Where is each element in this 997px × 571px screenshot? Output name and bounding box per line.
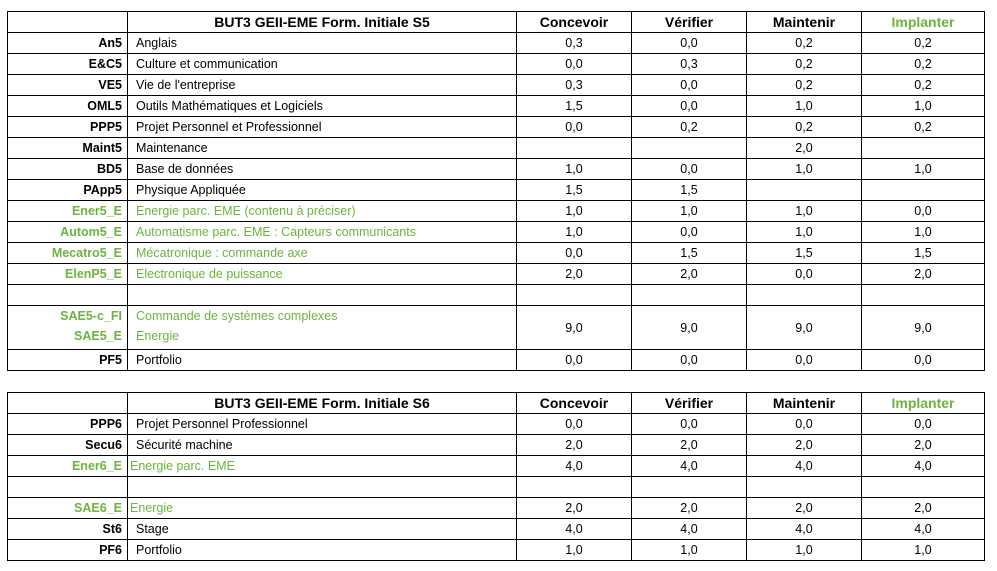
cell-concevoir: 1,0 bbox=[517, 201, 632, 222]
cell-maintenir: 0,0 bbox=[747, 414, 862, 435]
cell-implanter: 4,0 bbox=[862, 456, 985, 477]
row-code: Maint5 bbox=[8, 138, 128, 159]
row-label: Automatisme parc. EME : Capteurs communicants bbox=[128, 222, 517, 243]
cell-verifier: 1,0 bbox=[632, 201, 747, 222]
cell-maintenir: 0,2 bbox=[747, 33, 862, 54]
table-row bbox=[8, 498, 985, 519]
table-row bbox=[8, 117, 985, 138]
row-label: Physique Appliquée bbox=[128, 180, 517, 201]
table-row bbox=[8, 33, 985, 54]
row-label: Energie bbox=[128, 498, 517, 519]
cell-maintenir: 4,0 bbox=[747, 456, 862, 477]
table-row bbox=[8, 540, 985, 561]
row-code: Secu6 bbox=[8, 435, 128, 456]
cell-implanter bbox=[862, 138, 985, 159]
row-label: Vie de l'entreprise bbox=[128, 75, 517, 96]
row-code: PPP5 bbox=[8, 117, 128, 138]
row-code: ElenP5_E bbox=[8, 264, 128, 285]
row-code: PF5 bbox=[8, 350, 128, 371]
cell-maintenir: 1,0 bbox=[747, 222, 862, 243]
cell-concevoir: 1,0 bbox=[517, 159, 632, 180]
cell-concevoir: 0,0 bbox=[517, 350, 632, 371]
row-code: BD5 bbox=[8, 159, 128, 180]
table-row bbox=[8, 456, 985, 477]
s5-header-row bbox=[8, 12, 985, 33]
row-label: Maintenance bbox=[128, 138, 517, 159]
row-label: Sécurité machine bbox=[128, 435, 517, 456]
row-code: OML5 bbox=[8, 96, 128, 117]
cell-implanter: 9,0 bbox=[862, 306, 985, 350]
cell-implanter: 0,0 bbox=[862, 201, 985, 222]
cell-implanter: 4,0 bbox=[862, 519, 985, 540]
row-label: Electronique de puissance bbox=[128, 264, 517, 285]
cell-implanter: 1,5 bbox=[862, 243, 985, 264]
cell-verifier: 0,0 bbox=[632, 75, 747, 96]
cell-maintenir: 2,0 bbox=[747, 138, 862, 159]
cell-maintenir: 2,0 bbox=[747, 435, 862, 456]
s6-header-blank bbox=[8, 393, 128, 414]
row-code: SAE5-c_FI bbox=[8, 306, 128, 327]
cell-concevoir: 1,5 bbox=[517, 180, 632, 201]
table-row bbox=[8, 243, 985, 264]
row-code: PPP6 bbox=[8, 414, 128, 435]
cell-verifier: 0,0 bbox=[632, 33, 747, 54]
row-code: SAE5_E bbox=[8, 326, 128, 350]
cell-maintenir: 1,0 bbox=[747, 159, 862, 180]
cell-implanter: 0,0 bbox=[862, 414, 985, 435]
s6-header-row bbox=[8, 393, 985, 414]
cell-verifier: 2,0 bbox=[632, 264, 747, 285]
table-row bbox=[8, 180, 985, 201]
cell-verifier: 0,0 bbox=[632, 222, 747, 243]
cell-concevoir: 9,0 bbox=[517, 306, 632, 350]
table-row bbox=[8, 138, 985, 159]
cell-maintenir: 1,5 bbox=[747, 243, 862, 264]
s6-header-concevoir: Concevoir bbox=[517, 393, 632, 414]
row-label: Projet Personnel et Professionnel bbox=[128, 117, 517, 138]
s6-header-maintenir: Maintenir bbox=[747, 393, 862, 414]
cell-maintenir: 4,0 bbox=[747, 519, 862, 540]
table-row bbox=[8, 435, 985, 456]
row-label: Commande de systèmes complexes bbox=[128, 306, 517, 327]
table-row bbox=[8, 264, 985, 285]
row-code: Ener6_E bbox=[8, 456, 128, 477]
s6-table bbox=[7, 392, 985, 561]
s6-header-implanter: Implanter bbox=[862, 393, 985, 414]
cell-concevoir: 2,0 bbox=[517, 264, 632, 285]
cell-verifier: 0,2 bbox=[632, 117, 747, 138]
cell-concevoir bbox=[517, 138, 632, 159]
table-row bbox=[8, 75, 985, 96]
table-row bbox=[8, 350, 985, 371]
cell-verifier: 9,0 bbox=[632, 306, 747, 350]
cell-verifier: 4,0 bbox=[632, 456, 747, 477]
cell-implanter: 0,2 bbox=[862, 75, 985, 96]
cell-implanter: 1,0 bbox=[862, 222, 985, 243]
cell-verifier: 1,0 bbox=[632, 540, 747, 561]
cell-verifier: 0,0 bbox=[632, 414, 747, 435]
row-label: Mécatronique : commande axe bbox=[128, 243, 517, 264]
spacer-row bbox=[8, 285, 985, 306]
spacer-row bbox=[8, 477, 985, 498]
table-row bbox=[8, 159, 985, 180]
cell-verifier: 0,0 bbox=[632, 96, 747, 117]
cell-implanter bbox=[862, 180, 985, 201]
cell-maintenir: 0,0 bbox=[747, 264, 862, 285]
cell-maintenir: 1,0 bbox=[747, 540, 862, 561]
table-row bbox=[8, 201, 985, 222]
row-label: Anglais bbox=[128, 33, 517, 54]
table-row bbox=[8, 519, 985, 540]
row-code: PApp5 bbox=[8, 180, 128, 201]
table-row bbox=[8, 222, 985, 243]
cell-maintenir: 1,0 bbox=[747, 201, 862, 222]
row-label: Culture et communication bbox=[128, 54, 517, 75]
cell-concevoir: 1,5 bbox=[517, 96, 632, 117]
s5-header-maintenir: Maintenir bbox=[747, 12, 862, 33]
table-row bbox=[8, 54, 985, 75]
cell-maintenir: 2,0 bbox=[747, 498, 862, 519]
cell-maintenir: 0,2 bbox=[747, 117, 862, 138]
row-label: Portfolio bbox=[128, 540, 517, 561]
cell-maintenir: 0,0 bbox=[747, 350, 862, 371]
cell-implanter: 0,0 bbox=[862, 350, 985, 371]
cell-verifier: 0,0 bbox=[632, 350, 747, 371]
row-label: Portfolio bbox=[128, 350, 517, 371]
cell-implanter: 1,0 bbox=[862, 96, 985, 117]
cell-implanter: 0,2 bbox=[862, 117, 985, 138]
cell-concevoir: 1,0 bbox=[517, 222, 632, 243]
table-row bbox=[8, 414, 985, 435]
cell-implanter: 2,0 bbox=[862, 498, 985, 519]
cell-concevoir: 0,0 bbox=[517, 54, 632, 75]
cell-concevoir: 2,0 bbox=[517, 435, 632, 456]
cell-concevoir: 2,0 bbox=[517, 498, 632, 519]
cell-implanter: 0,2 bbox=[862, 33, 985, 54]
s5-table bbox=[7, 11, 985, 371]
s6-header-verifier: Vérifier bbox=[632, 393, 747, 414]
s5-title: BUT3 GEII-EME Form. Initiale S5 bbox=[128, 12, 517, 33]
row-code: SAE6_E bbox=[8, 498, 128, 519]
cell-verifier: 1,5 bbox=[632, 180, 747, 201]
cell-verifier: 0,3 bbox=[632, 54, 747, 75]
row-label: Projet Personnel Professionnel bbox=[128, 414, 517, 435]
cell-verifier: 4,0 bbox=[632, 519, 747, 540]
cell-concevoir: 0,0 bbox=[517, 117, 632, 138]
cell-implanter: 1,0 bbox=[862, 540, 985, 561]
row-label: Base de données bbox=[128, 159, 517, 180]
cell-concevoir: 0,3 bbox=[517, 75, 632, 96]
row-label: Energie parc. EME (contenu à préciser) bbox=[128, 201, 517, 222]
cell-verifier bbox=[632, 138, 747, 159]
cell-concevoir: 0,3 bbox=[517, 33, 632, 54]
table-row bbox=[8, 306, 985, 327]
row-code: PF6 bbox=[8, 540, 128, 561]
s6-title: BUT3 GEII-EME Form. Initiale S6 bbox=[128, 393, 517, 414]
cell-implanter: 2,0 bbox=[862, 435, 985, 456]
row-code: An5 bbox=[8, 33, 128, 54]
row-label: Energie bbox=[128, 326, 517, 350]
cell-concevoir: 4,0 bbox=[517, 456, 632, 477]
cell-maintenir bbox=[747, 180, 862, 201]
row-code: VE5 bbox=[8, 75, 128, 96]
row-label: Outils Mathématiques et Logiciels bbox=[128, 96, 517, 117]
s5-header-blank bbox=[8, 12, 128, 33]
cell-concevoir: 4,0 bbox=[517, 519, 632, 540]
row-code: Autom5_E bbox=[8, 222, 128, 243]
cell-implanter: 0,2 bbox=[862, 54, 985, 75]
s5-header-implanter: Implanter bbox=[862, 12, 985, 33]
row-code: E&C5 bbox=[8, 54, 128, 75]
row-code: Ener5_E bbox=[8, 201, 128, 222]
cell-implanter: 1,0 bbox=[862, 159, 985, 180]
cell-verifier: 2,0 bbox=[632, 435, 747, 456]
s5-header-verifier: Vérifier bbox=[632, 12, 747, 33]
cell-maintenir: 0,2 bbox=[747, 75, 862, 96]
row-code: Mecatro5_E bbox=[8, 243, 128, 264]
cell-maintenir: 1,0 bbox=[747, 96, 862, 117]
cell-maintenir: 9,0 bbox=[747, 306, 862, 350]
cell-concevoir: 0,0 bbox=[517, 243, 632, 264]
cell-verifier: 1,5 bbox=[632, 243, 747, 264]
row-label: Energie parc. EME bbox=[128, 456, 517, 477]
table-row bbox=[8, 96, 985, 117]
row-code: St6 bbox=[8, 519, 128, 540]
cell-verifier: 0,0 bbox=[632, 159, 747, 180]
cell-maintenir: 0,2 bbox=[747, 54, 862, 75]
cell-implanter: 2,0 bbox=[862, 264, 985, 285]
cell-concevoir: 0,0 bbox=[517, 414, 632, 435]
s5-header-concevoir: Concevoir bbox=[517, 12, 632, 33]
cell-concevoir: 1,0 bbox=[517, 540, 632, 561]
row-label: Stage bbox=[128, 519, 517, 540]
cell-verifier: 2,0 bbox=[632, 498, 747, 519]
